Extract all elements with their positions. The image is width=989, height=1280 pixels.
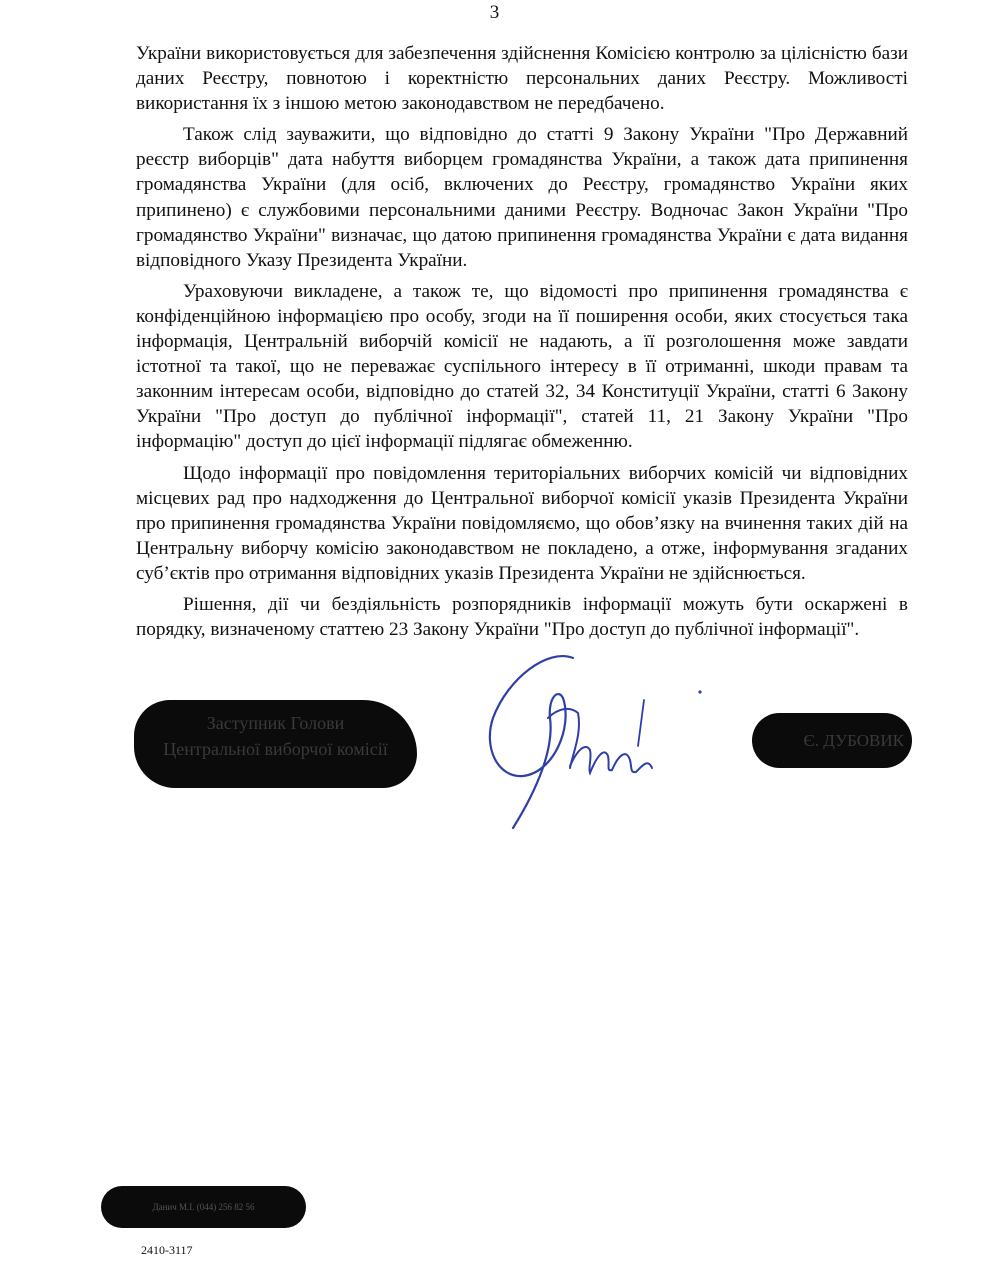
paragraph-5: Рішення, дії чи бездіяльність розпорядників інформації можуть бути оскаржені в порядку, визначеному статтею 23 Закону України "Про доступ до публічної інформації".: [136, 593, 908, 641]
redacted-signatory-title: [134, 700, 417, 788]
document-number: 2410-3117: [141, 1243, 193, 1257]
redacted-contact-info: Данич М.І. (044) 256 82 56: [101, 1186, 306, 1228]
paragraph-1: України використовується для забезпечення здійснення Комісією контролю за цілісністю бази даних Реєстру, повнотою і коректністю персональних даних Реєстру. Можливості використання їх з іншою метою законодавством не передбачено.: [136, 43, 908, 115]
redacted-signatory-name: Є. ДУБОВИК: [752, 713, 912, 768]
paragraph-4: Щодо інформації про повідомлення територіальних виборчих комісій чи відповідних місцевих рад про надходження до Центральної виборчої комісії указів Президента України про припинення громадянства України повідомляємо, що обов’язку на вчинення таких дій на Центральну виборчу комісію законодавством не покладено, а отже, інформування згаданих суб’єктів про отримання відповідних указів Президента України не здійснюється.: [136, 462, 908, 584]
signatory-title-line2: Центральної виборчої комісії: [163, 739, 388, 759]
page-number: 3: [489, 2, 500, 23]
handwritten-signature: [478, 638, 718, 838]
signatory-title-line1: Заступник Голови: [206, 713, 345, 733]
paragraph-2: Також слід зауважити, що відповідно до статті 9 Закону України "Про Державний реєстр виборців" дата набуття виборцем громадянства України, а також дата припинення громадянства України (для осіб, включених до Реєстру, громадянство України яких припинено) є службовими персональними даними Реєстру. Водночас Закон України "Про громадянство України" визначає, що датою припинення громадянства України є дата видання відповідного Указу Президента України.: [136, 124, 908, 271]
paragraph-3: Ураховуючи викладене, а також те, що відомості про припинення громадянства є конфіденційною інформацією про особу, згоди на її поширення особи, яких стосується така інформація, Центральній виборчій комісії не надають, а її розголошення може завдати істотної та такої, що не переважає суспільного інтересу в її отриманні, шкоди правам та законним інтересам особи, відповідно до статей 32, 34 Конституції України, статті 6 Закону України "Про доступ до публічної інформації", статей 11, 21 Закону України "Про інформацію" доступ до цієї інформації підлягає обмеженню.: [136, 280, 908, 453]
letter-body: [136, 41, 908, 648]
